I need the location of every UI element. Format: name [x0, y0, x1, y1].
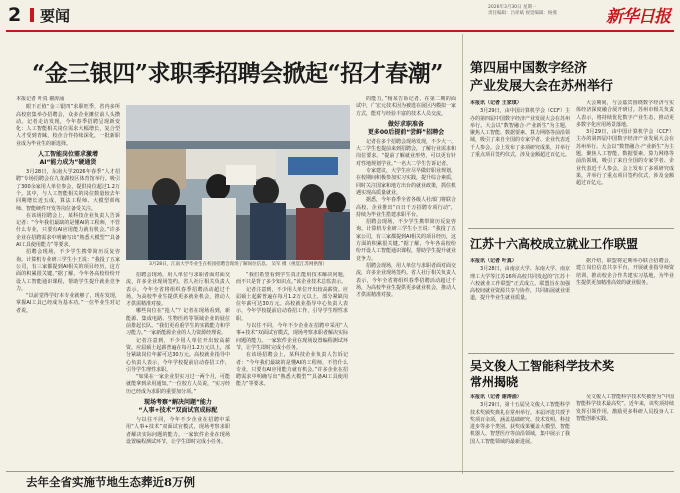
story-a-headline: 第四届中国数字经济 产业发展大会在苏州举行	[470, 61, 614, 94]
story-a-paragraph: 3月29日，由中国计算机学会（CCF）主办的第四届中国数字经济产业发展大会在苏州举行。大会以“数智融合·产业新生”为主题，聚焦人工智能、数据要素、算力网络等前沿领域，吸引了来自全国的专家学者、企业代表近千人参会。会上发布了多项研究成果，并举行了重点项目签约仪式，涉及金额超过百亿元。	[470, 108, 570, 159]
lead-column-2	[126, 272, 230, 468]
story-b-col-left	[470, 258, 570, 350]
page-number: 2	[8, 4, 22, 26]
lead-column-4	[356, 96, 456, 468]
story-b-headline: 江苏十六高校成立就业工作联盟	[470, 237, 639, 251]
story-b-paragraph: 3月28日，由南京大学、东南大学、南京理工大学等江苏16所高校共同发起的“江苏十六校就业工作联盟”正式成立。联盟旨在加强高校间就业资源共享与协作，共同拓展就业渠道，提升毕业生就业质量。	[470, 266, 570, 302]
story-a-col-left	[470, 100, 570, 222]
story-a-byline: 本报讯（记者 王家琪）	[470, 100, 522, 106]
lead-paragraph: 据悉，今年春季全省各级人社部门将联合高校、企业推出“百日千万招聘专项行动”，持续为毕业生搭建求职平台。	[356, 197, 456, 218]
lead-paragraph: “如果在一家企业里实习过一两个月，可能就能拿到录用通知。”一位校方人员说，“实习经历已经成为求职的重要加分项。”	[126, 374, 230, 395]
job-fair-photo	[126, 105, 350, 260]
photo-caption: 3月28日，江南大学毕业生在校园招聘会现场了解岗位信息。 吴军 摄（视觉江苏网供图）	[149, 262, 327, 267]
lead-paragraph: 的能力，”杨某告诉记者，在第二期的面试中，广宏元技术因为被选在展区内模拟一家方式，能对与经验丰富的技术人员交流。	[356, 96, 456, 117]
section-title: 要闻	[40, 7, 71, 25]
story-a-paragraph: 3月29日，由中国计算机学会（CCF）主办的第四届中国数字经济产业发展大会在苏州举行。大会以“数智融合·产业新生”为主题，聚焦人工智能、数据要素、算力网络等前沿领域，吸引了来自全国的专家学者、企业代表近千人参会。会上发布了多项研究成果，并举行了重点项目签约仪式，涉及金额超过百亿元。	[576, 129, 674, 187]
newspaper-logo: 新华日报	[606, 7, 670, 27]
lead-paragraph: 招聘会现场，不少学生携带简历反复咨询。计算机专业研三学生小王说：“我投了五家公司，有三家都提到AI相关的项目经历，这方面的积累很关键。”据了解，今年各高校纷纷开设人工智能通识课程，帮助学生提升就业竞争力。	[16, 249, 120, 292]
lead-paragraph: “我们希望看到学生真正能用技术解决问题，而不只是背了多少知识点。”该企业技术总监表示。	[236, 272, 348, 286]
lead-paragraph: 记者注意到，不少用人单位开出较高薪资。应届硕士起薪普遍在每月1.2万元以上，部分紧缺岗位年薪可达30万元。高校就业指导中心负责人表示，今年学校提前启动春招工作，引导学生理性求职。	[236, 286, 348, 322]
story-divider	[468, 228, 674, 229]
lead-paragraph: “以前觉得学好本专业就够了，现在发现，掌握AI工具已经成为基本功。”一位毕业生对记者说。	[16, 293, 120, 314]
lead-paragraph: 与以往不同，今年不少企业在招聘中采用“人事+技术”双面试官模式，现场考察求职者解决实际问题的能力。一家软件企业在现场设置编程测试环节，让学生即时完成小任务。	[126, 417, 230, 445]
story-b-col-right	[576, 258, 674, 350]
lead-paragraph: 招聘会现场，用人单位与求职者面对面交流，许多企业现场签约。省人社厅相关负责人表示，今年全省将组织春季招聘活动超过千场，为高校毕业生提供更多就业机会，推动人才供需精准对接。	[356, 262, 456, 299]
lead-paragraph: 招聘会现场，用人单位与求职者面对面交流，许多企业现场签约。省人社厅相关负责人表示，今年全省将组织春季招聘活动超过千场，为高校毕业生提供更多就业机会，推动人才供需精准对接。	[126, 272, 230, 308]
lead-paragraph: 3月28日，东南大学2026年春季“人才招聘”专场招聘会在九龙湖校区体育馆举行。吸引了300余家用人单位参会，提供岗位超过1.2万个。其中，与人工智能相关的岗位数量较去年同期增长近五成，算法工程师、大模型训练师、智能硬件开发等岗位备受关注。	[16, 169, 120, 212]
column-divider	[462, 34, 463, 474]
story-c-byline: 本报讯（记者 谢涛涌）	[470, 394, 522, 400]
masthead-rule	[6, 30, 674, 32]
story-c-col-left	[470, 394, 570, 470]
lead-paragraph: 与以往不同，今年不少企业在招聘中采用“人事+技术”双面试官模式，现场考察求职者解决实际问题的能力。一家软件企业在现场设置编程测试环节，让学生即时完成小任务。	[236, 323, 348, 351]
story-c-col-right	[576, 394, 674, 470]
lead-byline: 本报记者 叶真 谢涛涌	[16, 96, 65, 102]
masthead	[0, 0, 680, 34]
story-c-headline: 吴文俊人工智能科学技术奖 常州揭晓	[470, 359, 615, 389]
story-divider	[468, 353, 674, 354]
lead-subheading: 做好求职准备 更多00后提前“尝鲜”招聘会	[367, 120, 445, 136]
bottom-divider	[6, 471, 674, 472]
issue-info: 2026年3月30日 星期一 责任编辑：吕祥斌 视觉编辑：杨燕	[488, 5, 557, 16]
lead-subheading: 人工智能岗位需求激增 AI“能力成为”硬通货	[37, 151, 98, 167]
story-a-paragraph: 大会期间，与会嘉宾围绕数字经济与实体经济深度融合展开研讨。苏州市相关负责人表示，将持续优化数字产业生态，推动更多数字化应用场景落地。	[576, 100, 674, 128]
lead-column-1	[16, 96, 120, 468]
section-marker	[30, 8, 34, 22]
lead-paragraph: 眼下正值“金三银四”求职旺季，省内多所高校密集举办招聘会，众多企业摊位前人头攒动。记者走访发现，今年春季招聘呈现新变化：人工智能相关岗位需求大幅增长，复合型人才受到青睐，校企合作持续深化，一批新职业成为毕业生的新选择。	[16, 104, 120, 147]
lead-photo	[126, 105, 350, 260]
lead-column-3	[236, 272, 348, 468]
lead-paragraph: 哪些岗位在“抢人”？记者在现场看到，新能源、集成电路、生物医药等领域企业的展位前排起长队。“我们更看重学生的实践能力和学习能力。”一家新能源企业的人力资源经理说。	[126, 308, 230, 337]
story-c-paragraph: 吴文俊人工智能科学技术奖被誉为“中国智能科学技术最高奖”。近年来，该奖项持续发挥引领作用，激励更多科研人员投身人工智能创新实践。	[576, 394, 674, 422]
story-b-byline: 本报讯（记者 叶真）	[470, 258, 517, 264]
story-c-paragraph: 3月29日，第十五届吴文俊人工智能科学技术奖颁奖典礼在常州举行。本届评选共授予奖项百余项，涵盖基础研究、技术发明、科技进步等多个类别。获奖成果覆盖大模型、智能机器人、智慧医疗等前沿领域，集中展示了我国人工智能领域的最新进展。	[470, 402, 570, 445]
story-b-paragraph: 据介绍，联盟将定期举办联合招聘会，建立岗位信息共享平台，开展就业指导师资培训，推动校企合作共建实习基地，为毕业生提供更加精准高效的就业服务。	[576, 258, 674, 286]
lead-subheading: 现场考察“解决问题”能力 “人事+技术”双面试官成标配	[138, 399, 218, 415]
bottom-headline: 去年全省实施节地生态葬近8万例	[26, 475, 195, 489]
lead-headline: “金三银四”求职季招聘会掀起“招才春潮”	[32, 60, 443, 87]
lead-paragraph: 专家建议，大学生应尽早做好职业规划，在校期间积极参加实习实践，提升综合素质，同时关注国家和地方出台的就业政策，抓住机遇实现高质量就业。	[356, 168, 456, 196]
lead-paragraph: 记者注意到，不少用人单位开出较高薪资。应届硕士起薪普遍在每月1.2万元以上，部分紧缺岗位年薪可达30万元。高校就业指导中心负责人表示，今年学校提前启动春招工作，引导学生理性求职。	[126, 337, 230, 373]
lead-paragraph: 招聘会现场，不少学生携带简历反复咨询。计算机专业研三学生小王说：“我投了五家公司，有三家都提到AI相关的项目经历，这方面的积累很关键。”据了解，今年各高校纷纷开设人工智能通识课程，帮助学生提升就业竞争力。	[356, 219, 456, 262]
story-a-col-right	[576, 100, 674, 222]
lead-paragraph: 在该场招聘会上，某科技企业负责人告诉记者：“今年我们最缺的是懂AI的工程师，不管什么专业，只要有AI应用能力就有机会。”许多企业在招聘需求中明确写出“熟悉大模型”“具备AI工具使用能力”等要求。	[236, 352, 348, 388]
lead-paragraph: 在该场招聘会上，某科技企业负责人告诉记者：“今年我们最缺的是懂AI的工程师，不管什么专业，只要有AI应用能力就有机会。”许多企业在招聘需求中明确写出“熟悉大模型”“具备AI工具使用能力”等要求。	[16, 212, 120, 249]
lead-paragraph: 记者在多个招聘会现场发现，不少大一、大二学生也提前来到招聘会，了解行业需求和岗位要求。“提前了解就业形势，可以更有针对性地规划学业。”一名大二学生告诉记者。	[356, 138, 456, 167]
